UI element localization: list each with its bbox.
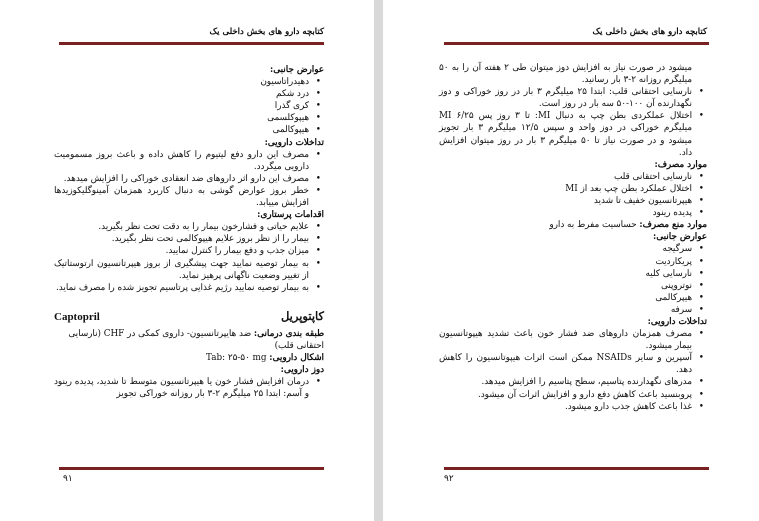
list-item: • اختلال عملکردی بطن چپ به دنبال MI: تا ۳ روز پس MI ۶/۲۵ میلیگرم خوراکی در دوز واحد و سپس ۱۲/۵ میلیگرم ۳ بار تجویز میشود و در صورت نیاز تا ۵۰ میلیگرم ۳ بار در روز میتوان افزایش داد.	[439, 110, 692, 158]
list-item: • پدیده رینود	[439, 207, 692, 219]
section-heading-side-effects: عوارض جانبی:	[270, 65, 324, 75]
contraindications-label: موارد منع مصرف:	[639, 220, 707, 231]
list-item: • سرگیجه	[439, 243, 692, 255]
forms-text: Tab: ۲۵-۵۰ mg	[206, 352, 267, 363]
section-heading-side-effects: عوارض جانبی:	[653, 232, 707, 243]
list-item: • خطر بروز عوارض گوشی به دنبال کاربرد همزمان آمینوگلیکوزیدها افزایش مییابد.	[54, 185, 309, 209]
section-heading-indications: موارد مصرف:	[654, 159, 707, 170]
list-item: • بیمار را از نظر بروز علایم هیپوکالمی تحت نظر بگیرید.	[54, 233, 309, 245]
list-item: • درمان افزایش فشار خون یا هیپرتانسیون متوسط تا شدید، پدیده رینود و آسم: ابتدا ۲۵ میلیگرم ۲-۳ بار روزانه خوراکی تجویز	[54, 376, 309, 400]
running-header: کتابچه دارو های بخش داخلی یک	[592, 27, 707, 37]
page-body	[54, 64, 324, 400]
page-number: ۹۲	[444, 474, 454, 484]
dose-continuation: میشود در صورت نیاز به افزایش دوز میتوان طی ۲ هفته آن را به ۵۰ میلیگرم روزانه ۲-۳ بار رسانید.	[439, 63, 693, 86]
list-item: • نوتروپنی	[439, 280, 692, 292]
classification-label: طبقه بندی درمانی:	[253, 328, 324, 339]
section-heading-interactions: تداخلات دارویی:	[264, 137, 324, 148]
forms-label: اشکال دارویی:	[269, 352, 324, 363]
section-heading-interactions: تداخلات دارویی:	[647, 316, 707, 327]
drug-title-english: Captopril	[54, 310, 100, 323]
list-item: • نارسایی احتقانی قلب: ابتدا ۲۵ میلیگرم ۳ بار در روز خوراکی و دوز نگهدارنده آن ۱۰۰-۵۰ سه بار در روز است.	[439, 86, 692, 110]
classification-text: ضد هایپرتانسیون- داروی کمکی در CHF (نارسایی احتقانی قلب)	[68, 328, 324, 351]
nursing-list	[54, 221, 324, 294]
indications-list	[439, 171, 707, 219]
list-item: • پریکاردیت	[439, 256, 692, 268]
header-rule	[59, 42, 324, 45]
dose-list	[54, 376, 324, 400]
dose-label: دوز دارویی:	[280, 365, 324, 376]
page-body	[439, 62, 707, 413]
list-item: • نارسایی احتقانی قلب	[439, 171, 692, 183]
dose-list	[439, 86, 707, 159]
drug-title-persian: کاپتوپریل	[280, 308, 324, 323]
list-item: • مصرف این دارو دفع لیتیوم را کاهش داده و باعث بروز مسمومیت دارویی میگردد.	[54, 149, 309, 173]
running-header: کتابچه دارو های بخش داخلی یک	[209, 27, 324, 37]
list-item: • سرفه	[439, 304, 692, 316]
contraindications-text: حساسیت مفرط به دارو	[549, 220, 637, 231]
list-item: • هیپرتانسیون خفیف تا شدید	[439, 195, 692, 207]
contraindications	[439, 219, 707, 231]
header-rule	[444, 42, 709, 45]
classification	[54, 328, 324, 352]
list-item: • هیپوکالمی	[54, 124, 309, 136]
list-item: • به بیمار توصیه نمایید رژیم غذایی پرتاسیم تجویز شده را مصرف نماید.	[54, 282, 309, 294]
page-number: ۹۱	[63, 474, 73, 484]
list-item: • پروبنسید باعث کاهش دفع دارو و افزایش اثرات آن میشود.	[439, 389, 692, 401]
list-item: • مصرف این دارو اثر داروهای ضد انعقادی خوراکی را افزایش میدهد.	[54, 173, 309, 185]
side-effects-list	[439, 243, 707, 316]
drug-title-row	[54, 310, 324, 328]
list-item: • آسپرین و سایر NSAIDs ممکن است اثرات هیپوتانسیون را کاهش دهد.	[439, 352, 692, 376]
list-item: • کری گذرا	[54, 100, 309, 112]
list-item: • علایم حیاتی و فشارخون بیمار را به دقت تحت نظر بگیرید.	[54, 221, 309, 233]
page-92	[383, 0, 759, 521]
footer-rule	[444, 467, 709, 470]
side-effects-list	[54, 76, 324, 136]
list-item: • غذا باعث کاهش جذب دارو میشود.	[439, 401, 692, 413]
footer-rule	[59, 467, 324, 470]
page-91	[0, 0, 374, 521]
list-item: • مدرهای نگهدارنده پتاسیم، سطح پتاسیم را افزایش میدهد.	[439, 376, 692, 388]
interactions-list	[439, 328, 707, 413]
interactions-list	[54, 149, 324, 209]
list-item: • به بیمار توصیه نمایید جهت پیشگیری از بروز هیپرتانسیون ارتوستاتیک از تغییر وضعیت ناگهانی پرهیز نماید.	[54, 258, 309, 282]
list-item: • هیپرکالمی	[439, 292, 692, 304]
list-item: • درد شکم	[54, 88, 309, 100]
list-item: • هیپوکلسمی	[54, 112, 309, 124]
list-item: • نارسایی کلیه	[439, 268, 692, 280]
list-item: • مصرف همزمان داروهای ضد فشار خون باعث تشدید هیپوتانسیون بیمار میشود.	[439, 328, 692, 352]
section-heading-nursing: اقدامات پرستاری:	[257, 210, 324, 221]
list-item: • میزان جذب و دفع بیمار را کنترل نمایید.	[54, 245, 309, 257]
list-item: • دهیدراتاسیون	[54, 76, 309, 88]
forms	[54, 352, 324, 364]
list-item: • اختلال عملکرد بطن چپ بعد از MI	[439, 183, 692, 195]
